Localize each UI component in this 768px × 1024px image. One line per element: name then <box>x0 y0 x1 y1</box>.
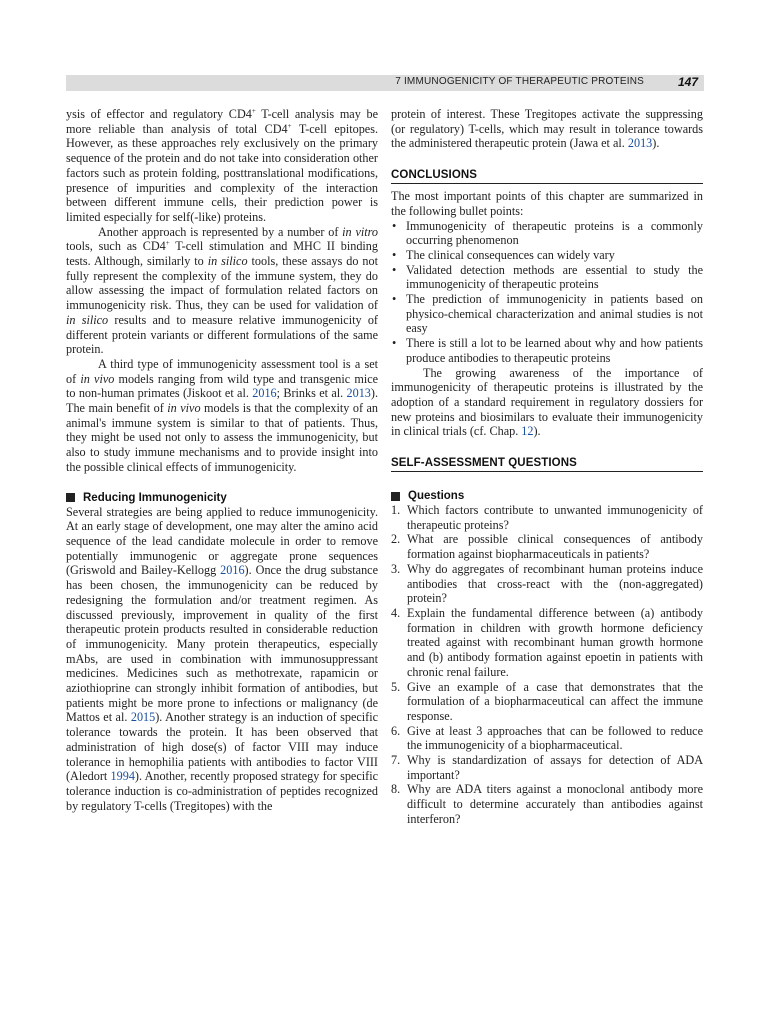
right-paragraph-2: The growing awareness of the importance of immunogenicity of therapeutic proteins is illustrated by the adoption of a standard requirement in regulatory dossiers for new proteins and biosimilars to evaluate their immunogenicity in clinical trials (cf. Chap. 12). <box>391 365 703 439</box>
conclusions-heading: CONCLUSIONS <box>391 169 703 184</box>
citation-link[interactable]: 1994 <box>110 769 135 784</box>
self-assessment-heading: SELF-ASSESSMENT QUESTIONS <box>391 457 703 472</box>
list-item: 7. Why is standardization of assays for detection of ADA important? <box>391 753 703 782</box>
conclusions-intro: The most important points of this chapter are summarized in the following bullet points: <box>391 189 703 218</box>
list-item: • The prediction of immunogenicity in patients based on physico-chemical characterization and animal studies is not easy <box>392 292 703 336</box>
left-paragraph-2: Another approach is represented by a number of in vitro tools, such as CD4+ T-cell stimulation and MHC II binding tests. Although, similarly to in silico tools, these assays do not fully represent the complexity of the immune system, they do allow assessing the impact of formulation related factors on immunogenicity risk. Thus, they can be used for validation of in silico results and to measure relative immunogenicity of different protein variants or different formulations of the same protein. <box>66 224 379 357</box>
list-item: 4. Explain the fundamental difference between (a) antibody formation in children with growth hormone deficiency treated against with recombinant human growth hormone and (b) antibody formation against epoetin in patients with chronic renal failure. <box>391 605 703 679</box>
questions-heading: Questions <box>391 490 703 502</box>
list-item: 5. Give an example of a case that demonstrates that the formulation of a biopharmaceutical can affect the immune response. <box>391 679 703 723</box>
chapter-link[interactable]: 12 <box>521 424 534 439</box>
list-item: 6. Give at least 3 approaches that can be followed to reduce the immunogenicity of a biopharmaceutical. <box>391 723 703 753</box>
list-item: • There is still a lot to be learned about why and how patients produce antibodies to therapeutic proteins <box>392 336 703 365</box>
subsection-heading: Reducing Immunogenicity <box>66 492 378 504</box>
list-item: 1. Which factors contribute to unwanted immunogenicity of therapeutic proteins? <box>391 503 703 532</box>
conclusions-bullet-list <box>391 219 703 366</box>
citation-link[interactable]: 2016 <box>252 386 277 401</box>
page-number: 147 <box>677 75 698 89</box>
list-item: 3. Why do aggregates of recombinant human proteins induce antibodies that cross-react with the (non-aggregated) protein? <box>391 561 703 606</box>
left-paragraph-4: Several strategies are being applied to reduce immunogenicity. At an early stage of development, one may alter the amino acid sequence of the lead candidate molecule in order to remove potentially immunogenic or aggregate prone sequences (Griswold and Bailey-Kellogg 2016). Once the drug substance has been chosen, the immunogenicity can be reduced by redesigning the formulation and/or treatment regimen. As discussed previously, improvement in quality of the first therapeutic protein products resulted in considerable reduction of immunogenicity. Many protein therapeutics, especially mAbs, are used in combination with immunosuppressant medicines. Medicines such as methotrexate, rapamicin or aziothioprine can strongly inhibit formation of antibodies, but patients might be more prone to infections or malignancy (de Mattos et al. 2015). Another strategy is an induction of specific tolerance towards the protein. It has been observed that administration of high dose(s) of factor VIII may induce tolerance in hemophilia patients with antibodies to factor VIII (Aledort 1994). Another, recently proposed strategy for specific tolerance induction is co-administration of peptides recognized by regulatory T-cells (Tregitopes) with the <box>66 504 379 813</box>
square-bullet-icon <box>66 493 75 502</box>
citation-link[interactable]: 2015 <box>130 710 156 725</box>
citation-link[interactable]: 2013 <box>627 136 653 151</box>
left-paragraph-1: ysis of effector and regulatory CD4+ T-cell analysis may be more reliable than analysis of total CD4+ T-cell epitopes. However, as these approaches rely exclusively on the primary sequence of the protein and do not take into consideration other factors such as protein folding, posttranslational modifications, presence of impurities and complexity of the interaction between different immune cells, their prediction power is limited especially for self(-like) proteins. <box>66 106 378 224</box>
list-item: • The clinical consequences can widely vary <box>392 247 615 262</box>
right-paragraph-1: protein of interest. These Tregitopes activate the suppressing (or regulatory) T-cells, which may result in tolerance towards the administered therapeutic protein (Jawa et al. 2013). <box>391 107 703 151</box>
left-paragraph-3: A third type of immunogenicity assessment tool is a set of in vivo models ranging from wild type and transgenic mice to non-human primates (Jiskoot et al. 2016; Brinks et al. 2013). The main benefit of in vivo models is that the complexity of an animal's immune system is similar to that of patients. Thus, they might be used not only to assess the immunogenicity, but also to study immune mechanisms and to provide insight into the possible clinical effects of immunogenicity. <box>66 356 379 474</box>
right-column <box>391 107 703 827</box>
list-item: 2. What are possible clinical consequences of antibody formation against biopharmaceuticals in patients? <box>391 532 703 562</box>
questions-list <box>391 503 703 826</box>
list-item: • Validated detection methods are essential to study the immunogenicity of therapeutic proteins <box>392 262 703 292</box>
list-item: • Immunogenicity of therapeutic proteins is a commonly occurring phenomenon <box>392 218 703 248</box>
citation-link[interactable]: 2016 <box>220 563 245 578</box>
running-header <box>66 75 704 91</box>
square-bullet-icon <box>391 492 400 501</box>
left-column <box>66 107 378 813</box>
chapter-title: 7 IMMUNOGENICITY OF THERAPEUTIC PROTEINS <box>395 76 644 87</box>
citation-link[interactable]: 2013 <box>346 386 371 401</box>
list-item: 8. Why are ADA titers against a monoclonal antibody more difficult to determine accurately than antibodies against interferon? <box>391 782 703 826</box>
